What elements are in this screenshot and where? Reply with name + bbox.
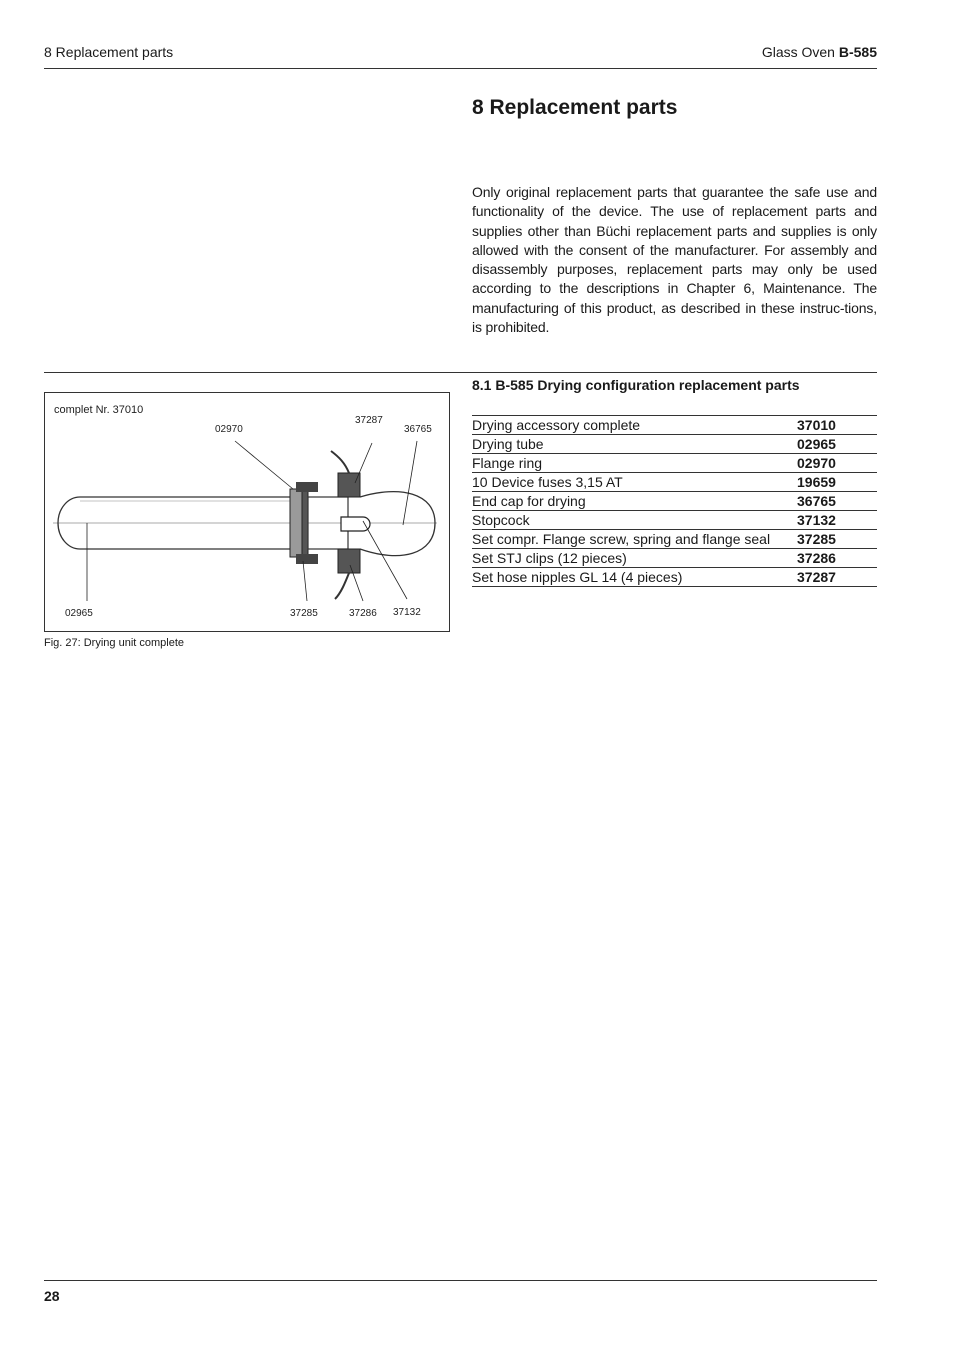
leader-36765 bbox=[403, 441, 417, 525]
parts-row bbox=[472, 416, 877, 435]
section-rule bbox=[44, 372, 877, 373]
part-number: 37286 bbox=[797, 549, 877, 568]
part-name: End cap for drying bbox=[472, 492, 797, 511]
intro-paragraph: Only original replacement parts that guarantee the safe use and functionality of the device. The use of replacement parts and supplies other than Büchi replacement parts and supplies is only allowed with the consent of the manufacturer. For assembly and disassembly purposes, replacement parts may only be used according to the descriptions in Chapter 6, Maintenance. The manufacturing of this product, as described in these instruc-tions, is prohibited. bbox=[472, 184, 877, 336]
part-number: 37287 bbox=[797, 568, 877, 587]
part-name: 10 Device fuses 3,15 AT bbox=[472, 473, 797, 492]
part-name: Flange ring bbox=[472, 454, 797, 473]
product-prefix: Glass Oven bbox=[761, 44, 835, 60]
callout-37285: 37285 bbox=[290, 608, 318, 619]
header-rule bbox=[44, 68, 877, 69]
part-name: Set STJ clips (12 pieces) bbox=[472, 549, 797, 568]
callout-36765: 36765 bbox=[404, 424, 432, 435]
part-number: 02965 bbox=[797, 435, 877, 454]
complete-number-label: complet Nr. 37010 bbox=[54, 404, 144, 416]
page-number: 28 bbox=[44, 1288, 60, 1304]
hose-bottom bbox=[335, 573, 349, 599]
part-name: Set hose nipples GL 14 (4 pieces) bbox=[472, 568, 797, 587]
drying-unit-diagram bbox=[45, 393, 449, 631]
flange-ring-shape bbox=[290, 489, 302, 557]
hose-nipple-top bbox=[338, 473, 360, 497]
stopcock-shape bbox=[341, 517, 370, 531]
product-model: B-585 bbox=[838, 44, 877, 60]
parts-row bbox=[472, 568, 877, 587]
parts-row bbox=[472, 454, 877, 473]
part-number: 37132 bbox=[797, 511, 877, 530]
end-cap-shape bbox=[360, 492, 435, 556]
hose-nipple-bottom bbox=[338, 549, 360, 573]
leader-37132 bbox=[363, 521, 407, 599]
flange-seal-shape bbox=[302, 485, 308, 561]
callout-37287: 37287 bbox=[355, 415, 383, 426]
leader-37287 bbox=[355, 443, 372, 483]
part-name: Drying tube bbox=[472, 435, 797, 454]
part-number: 02970 bbox=[797, 454, 877, 473]
hose-top bbox=[331, 451, 349, 473]
parts-row bbox=[472, 473, 877, 492]
part-name: Stopcock bbox=[472, 511, 797, 530]
section-title: 8.1 B-585 Drying configuration replacement parts bbox=[472, 377, 800, 393]
callout-37286: 37286 bbox=[349, 608, 377, 619]
running-header-section: 8 Replacement parts bbox=[44, 44, 174, 60]
part-name: Set compr. Flange screw, spring and flange seal bbox=[472, 530, 797, 549]
parts-row bbox=[472, 511, 877, 530]
figure-caption: Fig. 27: Drying unit complete bbox=[44, 637, 185, 649]
callout-02970: 02970 bbox=[215, 424, 243, 435]
callout-02965: 02965 bbox=[65, 608, 93, 619]
part-number: 19659 bbox=[797, 473, 877, 492]
parts-row bbox=[472, 492, 877, 511]
part-name: Drying accessory complete bbox=[472, 416, 797, 435]
part-number: 36765 bbox=[797, 492, 877, 511]
callout-37132: 37132 bbox=[393, 607, 421, 618]
footer-rule bbox=[44, 1280, 877, 1281]
leader-37285 bbox=[303, 561, 307, 601]
leader-02970 bbox=[235, 441, 293, 489]
parts-row bbox=[472, 549, 877, 568]
part-number: 37010 bbox=[797, 416, 877, 435]
part-number: 37285 bbox=[797, 530, 877, 549]
flange-screw-bottom bbox=[296, 554, 318, 564]
parts-row bbox=[472, 435, 877, 454]
parts-row bbox=[472, 530, 877, 549]
running-header-product bbox=[762, 44, 877, 60]
parts-table bbox=[472, 415, 877, 587]
figure-drying-unit bbox=[44, 392, 450, 632]
flange-screw-top bbox=[296, 482, 318, 492]
page-title: 8 Replacement parts bbox=[472, 96, 678, 119]
